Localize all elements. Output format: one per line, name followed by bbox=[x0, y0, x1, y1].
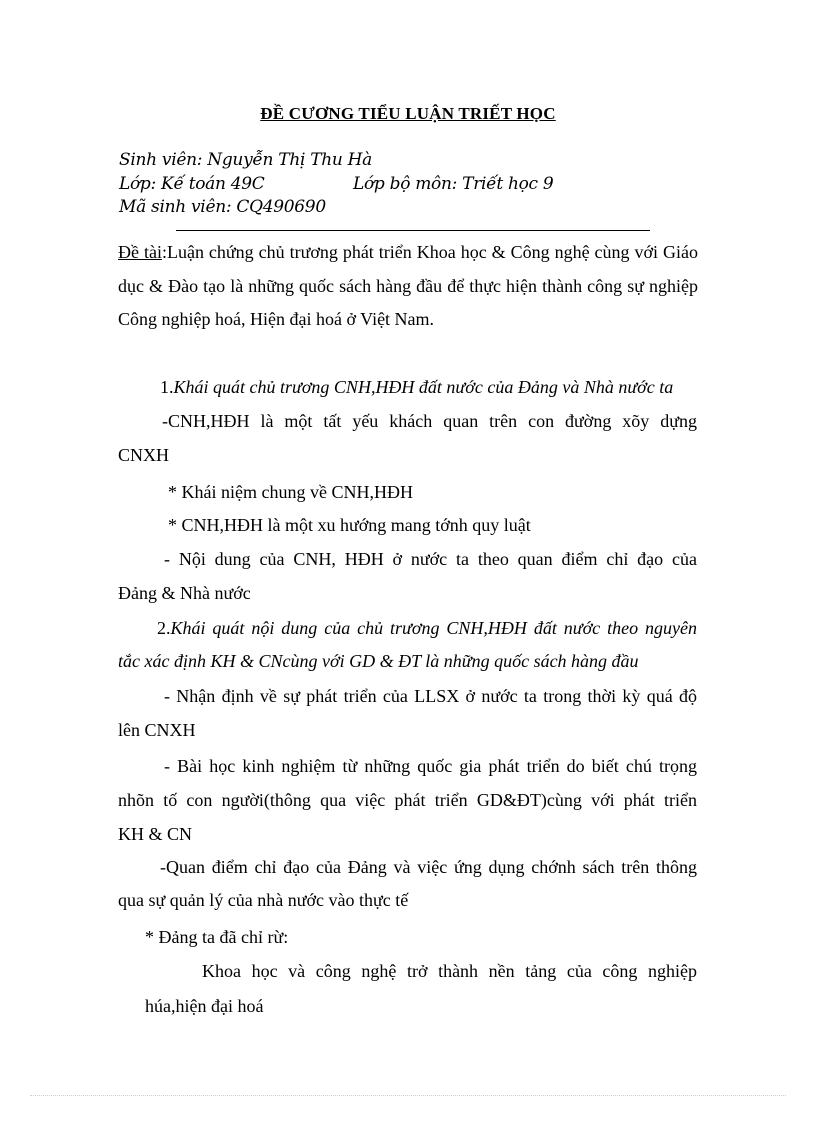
subject-class: Lớp bộ môn: Triết học 9 bbox=[353, 174, 554, 194]
topic-text: :Luận chứng chủ trương phát triển Khoa học & Công nghệ cùng với Giáo dục & Đào tạo là những quốc sách hàng đầu để thực hiện thành công sự nghiệp Công nghiệp hoá, Hiện đại hoá ở Việt Nam. bbox=[118, 242, 698, 329]
s2-line1 bbox=[164, 686, 697, 707]
student-id: Mã sinh viên: CQ490690 bbox=[119, 197, 326, 217]
section2-heading bbox=[157, 618, 697, 639]
s1-line1-text: -CNH,HĐH là một tất yếu khách quan trên con đường xõy dựng bbox=[162, 411, 697, 431]
topic-paragraph bbox=[118, 236, 698, 337]
s2-line3 bbox=[160, 857, 697, 878]
s2-line1-cont: lên CNXH bbox=[118, 720, 196, 740]
student-name: Sinh viên: Nguyễn Thị Thu Hà bbox=[119, 150, 373, 170]
document-title: ĐỀ CƯƠNG TIỂU LUẬN TRIẾT HỌC bbox=[260, 104, 556, 123]
s2-line2-end: KH & CN bbox=[118, 824, 193, 844]
section1-heading bbox=[160, 377, 673, 398]
topic-label: Đề tài bbox=[118, 242, 162, 262]
section2-number: 2. bbox=[157, 618, 171, 638]
section2-heading-line1 bbox=[157, 618, 697, 639]
s2-quote-text: Khoa học và công nghệ trở thành nền tảng của công nghiệp bbox=[202, 961, 697, 981]
s1-line2 bbox=[164, 549, 697, 570]
s2-line1-text: - Nhận định về sự phát triển của LLSX ở nước ta trong thời kỳ quá độ bbox=[164, 686, 697, 706]
s1-line2-text: - Nội dung của CNH, HĐH ở nước ta theo quan điểm chỉ đạo của bbox=[164, 549, 697, 569]
s2-line3-cont: qua sự quản lý của nhà nước vào thực tế bbox=[118, 890, 409, 910]
s2-line2-text: - Bài học kinh nghiệm từ những quốc gia phát triển do biết chú trọng bbox=[164, 756, 697, 776]
s2-line3-text: -Quan điểm chỉ đạo của Đảng và việc ứng dụng chớnh sách trên thông bbox=[160, 857, 697, 877]
page-bottom-divider bbox=[30, 1095, 786, 1096]
s2-line2-cont bbox=[118, 790, 697, 811]
section1-number: 1. bbox=[160, 377, 174, 397]
section1-title: Khái quát chủ trương CNH,HĐH đất nước của Đảng và Nhà nước ta bbox=[173, 377, 674, 397]
student-class: Lớp: Kế toán 49C bbox=[119, 174, 265, 194]
header-divider bbox=[176, 230, 650, 231]
s2-bullet: * Đảng ta đã chỉ rừ: bbox=[145, 927, 289, 947]
s2-line2 bbox=[164, 756, 697, 777]
s1-line2-cont: Đảng & Nhà nước bbox=[118, 583, 251, 603]
s2-quote-cont: húa,hiện đại hoá bbox=[145, 996, 264, 1016]
s1-line1-cont: CNXH bbox=[118, 445, 170, 465]
section2-heading-line2: tắc xác định KH & CNcùng với GD & ĐT là những quốc sách hàng đầu bbox=[118, 651, 639, 671]
section2-title-a: Khái quát nội dung của chủ trương CNH,HĐH đất nước theo nguyên bbox=[170, 618, 697, 638]
s1-bullet2: * CNH,HĐH là một xu hướng mang tớnh quy luật bbox=[168, 515, 531, 535]
s2-line2-cont-text: nhõn tố con người(thông qua việc phát triển GD&ĐT)cùng với phát triển bbox=[118, 790, 697, 810]
s1-bullet1: * Khái niệm chung về CNH,HĐH bbox=[168, 482, 413, 502]
s1-line1 bbox=[162, 411, 697, 432]
s2-quote bbox=[202, 961, 697, 982]
